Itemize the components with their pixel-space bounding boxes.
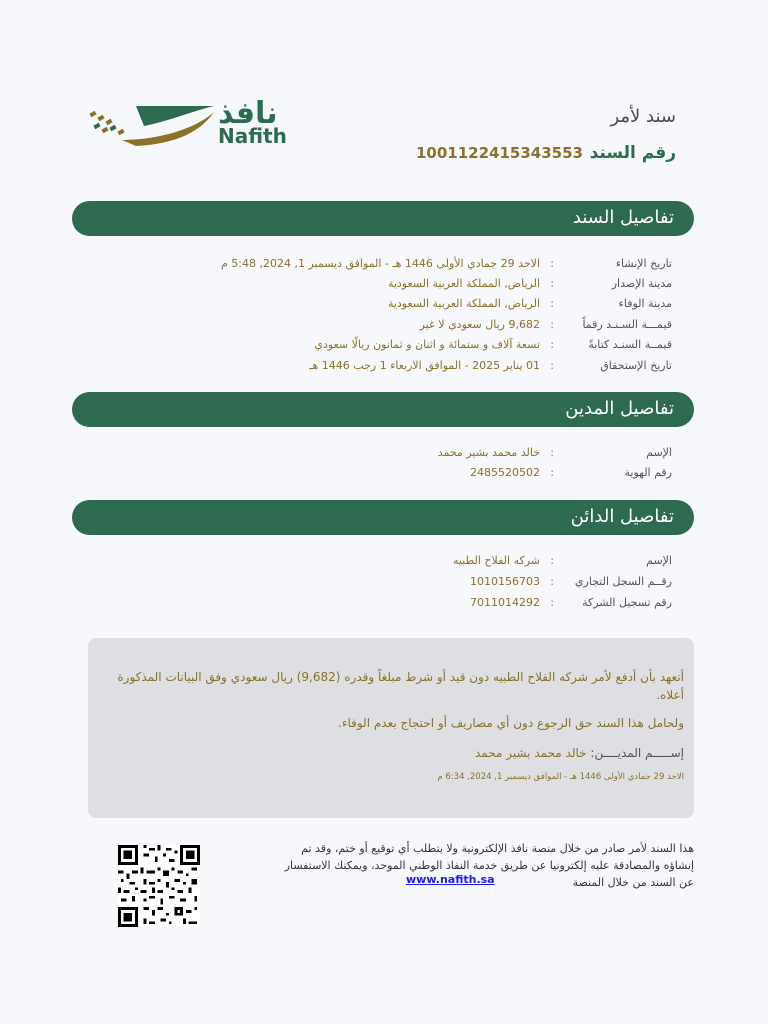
detail-row (72, 318, 672, 338)
row-label: تاريخ الإستحقاق (600, 359, 672, 372)
pledge-debtor-line (475, 746, 684, 760)
pledge-box (88, 638, 694, 818)
detail-row (72, 554, 672, 574)
row-label: قيمــة السنـد كتابةً (588, 338, 672, 351)
row-label: الإسم (646, 554, 672, 567)
row-label: رقم تسجيل الشركة (582, 596, 672, 609)
section-title: تفاصيل الدائن (570, 506, 674, 527)
row-separator: : (550, 446, 554, 459)
logo-text-english: Nafith (218, 124, 287, 148)
pledge-debtor-label: إســـــم المديــــن: (590, 746, 684, 760)
row-label: رقــم السجل التجاري (574, 575, 672, 588)
bond-number-label: رقم السند (589, 143, 676, 163)
row-value: 2485520502 (470, 466, 540, 479)
section-debtor-details (72, 392, 694, 427)
row-value: شركه الفلاح الطبيه (452, 554, 540, 567)
row-label: مدينة الوفاء (618, 297, 672, 310)
detail-row (72, 257, 672, 277)
detail-row (72, 297, 672, 317)
section-creditor-details (72, 500, 694, 535)
row-value: 01 يناير 2025 - الموافق الاربعاء 1 رجب 1446 هـ (309, 359, 540, 372)
row-separator: : (550, 257, 554, 270)
section-bond-details (72, 201, 694, 236)
row-separator: : (550, 338, 554, 351)
detail-row (72, 446, 672, 466)
row-separator: : (550, 575, 554, 588)
section-title: تفاصيل السند (572, 207, 674, 228)
pledge-holder-right: ولحامل هذا السند حق الرجوع دون أي مصاريف أو احتجاج بعدم الوفاء. (338, 716, 684, 730)
row-label: مدينة الإصدار (611, 277, 672, 290)
row-value: 7011014292 (470, 596, 540, 609)
row-value: 9,682 ريال سعودي لا غير (419, 318, 540, 331)
row-label: قيمـــة السـنـد رقماً (582, 318, 672, 331)
row-label: تاريخ الإنشاء (615, 257, 672, 270)
row-separator: : (550, 359, 554, 372)
detail-row (72, 338, 672, 358)
section-title: تفاصيل المدين (565, 398, 674, 419)
row-separator: : (550, 297, 554, 310)
pledge-timestamp: الاحد 29 جمادي الأولى 1446 هـ - الموافق ديسمبر 1, 2024, 6:34 م (437, 772, 684, 782)
bond-number-value: 1001122415343553 (416, 144, 583, 162)
nafith-website-link[interactable]: www.nafith.sa (406, 873, 495, 886)
row-value: تسعة آلاف و ستمائة و اثنان و ثمانون ريالًا سعودي (314, 338, 540, 351)
row-label: الإسم (646, 446, 672, 459)
logo-text-arabic: نافذ (218, 96, 278, 131)
detail-row (72, 277, 672, 297)
row-separator: : (550, 466, 554, 479)
detail-row (72, 466, 672, 486)
footer-disclaimer: هذا السند لأمر صادر من خلال منصة نافذ الإلكترونية ولا يتطلب أي توقيع أو ختم، وقد تم إنشاؤه والمصادقة عليه إلكترونيا عن طريق خدمة النفاذ الوطني الموحد، ويمكنك الاستفسار عن السند من خلال المنصة (284, 842, 694, 889)
row-value: الرياض, المملكة العربية السعودية (387, 297, 540, 310)
row-value: الرياض, المملكة العربية السعودية (387, 277, 540, 290)
pledge-statement: أتعهد بأن أدفع لأمر شركه الفلاح الطبيه دون قيد أو شرط مبلغاً وقدره (9,682) ريال سعودي وفق البيانات المذكورة أعلاه. (117, 670, 684, 702)
row-value: 1010156703 (470, 575, 540, 588)
document-type: سند لأمر (610, 106, 676, 127)
row-value: الاحد 29 جمادي الأولى 1446 هـ - الموافق ديسمبر 1, 2024, 5:48 م (220, 257, 540, 270)
row-value: خالد محمد بشير محمد (437, 446, 540, 459)
row-separator: : (550, 554, 554, 567)
detail-row (72, 575, 672, 595)
qr-code-icon (116, 845, 202, 927)
detail-row (72, 359, 672, 379)
detail-row (72, 596, 672, 616)
row-separator: : (550, 277, 554, 290)
row-separator: : (550, 596, 554, 609)
row-separator: : (550, 318, 554, 331)
pledge-debtor-name: خالد محمد بشير محمد (475, 746, 587, 760)
row-label: رقم الهوية (624, 466, 672, 479)
